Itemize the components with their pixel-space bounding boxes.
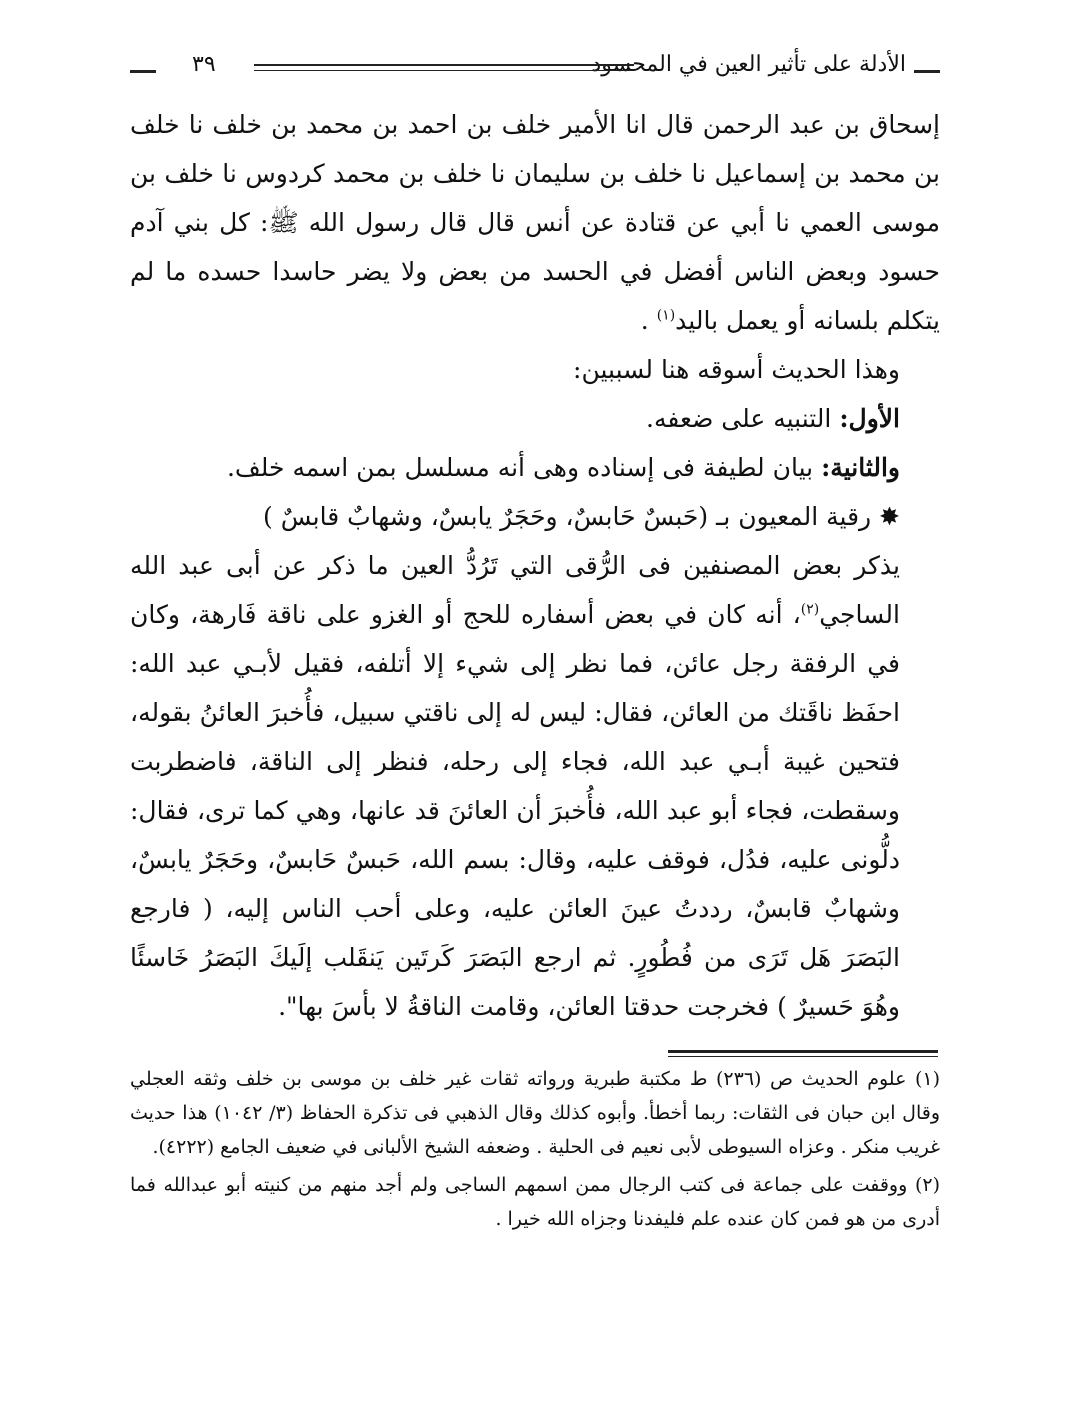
isnad-line: يعمل باليد xyxy=(675,306,779,335)
reason-two xyxy=(130,443,940,492)
story-line: ، أنه كان في بعض أسفاره للحج أو الغزو على ناقة فَارهة، وكان في الرفقة xyxy=(130,600,900,678)
reason-one-text: التنبيه على ضعفه. xyxy=(646,404,832,433)
isnad-line: محمد بن إسماعيل نا خلف بن سليمان نا خلف بن محمد كردوس نا خلف بن موسى xyxy=(130,159,940,237)
story-paragraph xyxy=(130,541,940,1031)
footnote-line: ووقفت على جماعة فى كتب الرجال ممن اسمهم الساجى ولم أجد منهم من كنيته أبو عبدالله فما أدرى xyxy=(130,1174,940,1230)
isnad-line: الناس أفضل في الحسد من بعض ولا يضر حاسدا حسده ما لم يتكلم بلسانه أو xyxy=(130,257,940,335)
main-text xyxy=(130,100,940,1031)
reason-two-text: بيان لطيفة فى إسناده وهى أنه مسلسل بمن اسمه خلف. xyxy=(226,453,814,482)
footnote-ref-2[interactable]: (٢) xyxy=(800,601,820,618)
footnote-line: علوم الحديث ص (٢٣٦) ط مكتبة طبرية ورواته ثقات غير خلف بن موسى بن خلف وثقه xyxy=(193,1068,907,1090)
footnote-marker: (٢) xyxy=(914,1174,940,1196)
footnote-ref-1[interactable]: (١) xyxy=(656,307,676,324)
story-line: حَبسٌ حَابسٌ، وحَجَرٌ يابسٌ، وشهابٌ قابسٌ، رددتُ عينَ العائن عليه، وعلى أحب xyxy=(130,845,900,923)
story-line: إلى رحله، فنظر إلى الناقة، فاضطربت وسقطت، فجاء أبو عبد الله، فأُخبرَ أن العائنَ xyxy=(130,747,901,825)
story-line: الساجي xyxy=(819,600,900,629)
footnote-line: العجلي وقال ابن حبان فى الثقات: ربما أخطأ. وأبوه كذلك وقال الذهبي فى تذكرة الحفاظ xyxy=(130,1068,940,1124)
running-title: الأدلة على تأثير العين في المحسود xyxy=(591,52,906,77)
header-left-ornament xyxy=(130,70,156,73)
story-line: الناس إليه، ( فارجع البَصَرَ هَل تَرَى من فُطُورٍ. ثم ارجع البَصَرَ كَرتَين يَنقَلب إلَيكَ xyxy=(130,894,900,972)
story-line: البَصَرُ خَاسئًا وهُوَ حَسيرٌ ) فخرجت حدقتا العائن، وقامت الناقةُ لا بأسَ بها". xyxy=(130,943,900,1021)
footnote-1 xyxy=(130,1062,940,1164)
footnote-line: من هو فمن كان عنده علم فليفدنا وجزاه الله خيرا . xyxy=(495,1208,897,1230)
story-line: قد عانها، وهي كما ترى، فقال: دلُّونى عليه، فدُل، فوقف عليه، وقال: بسم الله، xyxy=(130,796,900,874)
header-right-ornament xyxy=(914,70,940,73)
footnote-line: (٣/ ١٠٤٢) هذا حديث غريب منكر . وعزاه السيوطى لأبى نعيم فى الحلية . وضعفه الشيخ xyxy=(130,1102,940,1158)
reason-one-label: الأول: xyxy=(839,404,900,433)
reason-one xyxy=(130,394,940,443)
footnote-separator xyxy=(668,1050,938,1057)
reason-two-label: والثانية: xyxy=(821,453,900,482)
reasons-intro: وهذا الحديث أسوقه هنا لسببين: xyxy=(573,355,900,384)
isnad-line: إسحاق بن عبد الرحمن قال انا الأمير خلف بن احمد بن محمد بن خلف نا خلف بن xyxy=(130,110,940,188)
footnotes xyxy=(130,1062,940,1240)
footnote-2 xyxy=(130,1168,940,1236)
story-line: رجل عائن، فما نظر إلى شيء إلا أتلفه، فقيل لأبـي عبد الله: احفَظ ناقَتك من العائن، xyxy=(130,649,900,727)
page-number: ٣٩ xyxy=(192,52,216,77)
page-header xyxy=(130,52,940,86)
header-rule xyxy=(254,64,634,71)
isnad-line: العمي نا أبي عن قتادة عن أنس قال قال رسول الله ﷺ: كل بني آدم حسود وبعض xyxy=(130,208,940,286)
isnad-end: . xyxy=(640,306,649,335)
isnad-paragraph xyxy=(130,100,940,345)
story-line: فقال: ليس له إلى ناقتي سبيل، فأُخبرَ العائنُ بقوله، فتحين غيبة أبـي عبد الله، فجاء xyxy=(130,698,900,776)
footnote-marker: (١) xyxy=(914,1068,941,1090)
section-heading: ✸ رقية المعيون بـ (حَبسٌ حَابسٌ، وحَجَرٌ يابسٌ، وشهابٌ قابسٌ ) xyxy=(263,502,900,531)
footnote-line: الألبانى في ضعيف الجامع (٤٢٢٢). xyxy=(152,1136,418,1158)
story-line: يذكر بعض المصنفين فى الرُّقى التي تَرُدُّ العين ما ذكر عن أبى عبد الله xyxy=(130,551,900,580)
